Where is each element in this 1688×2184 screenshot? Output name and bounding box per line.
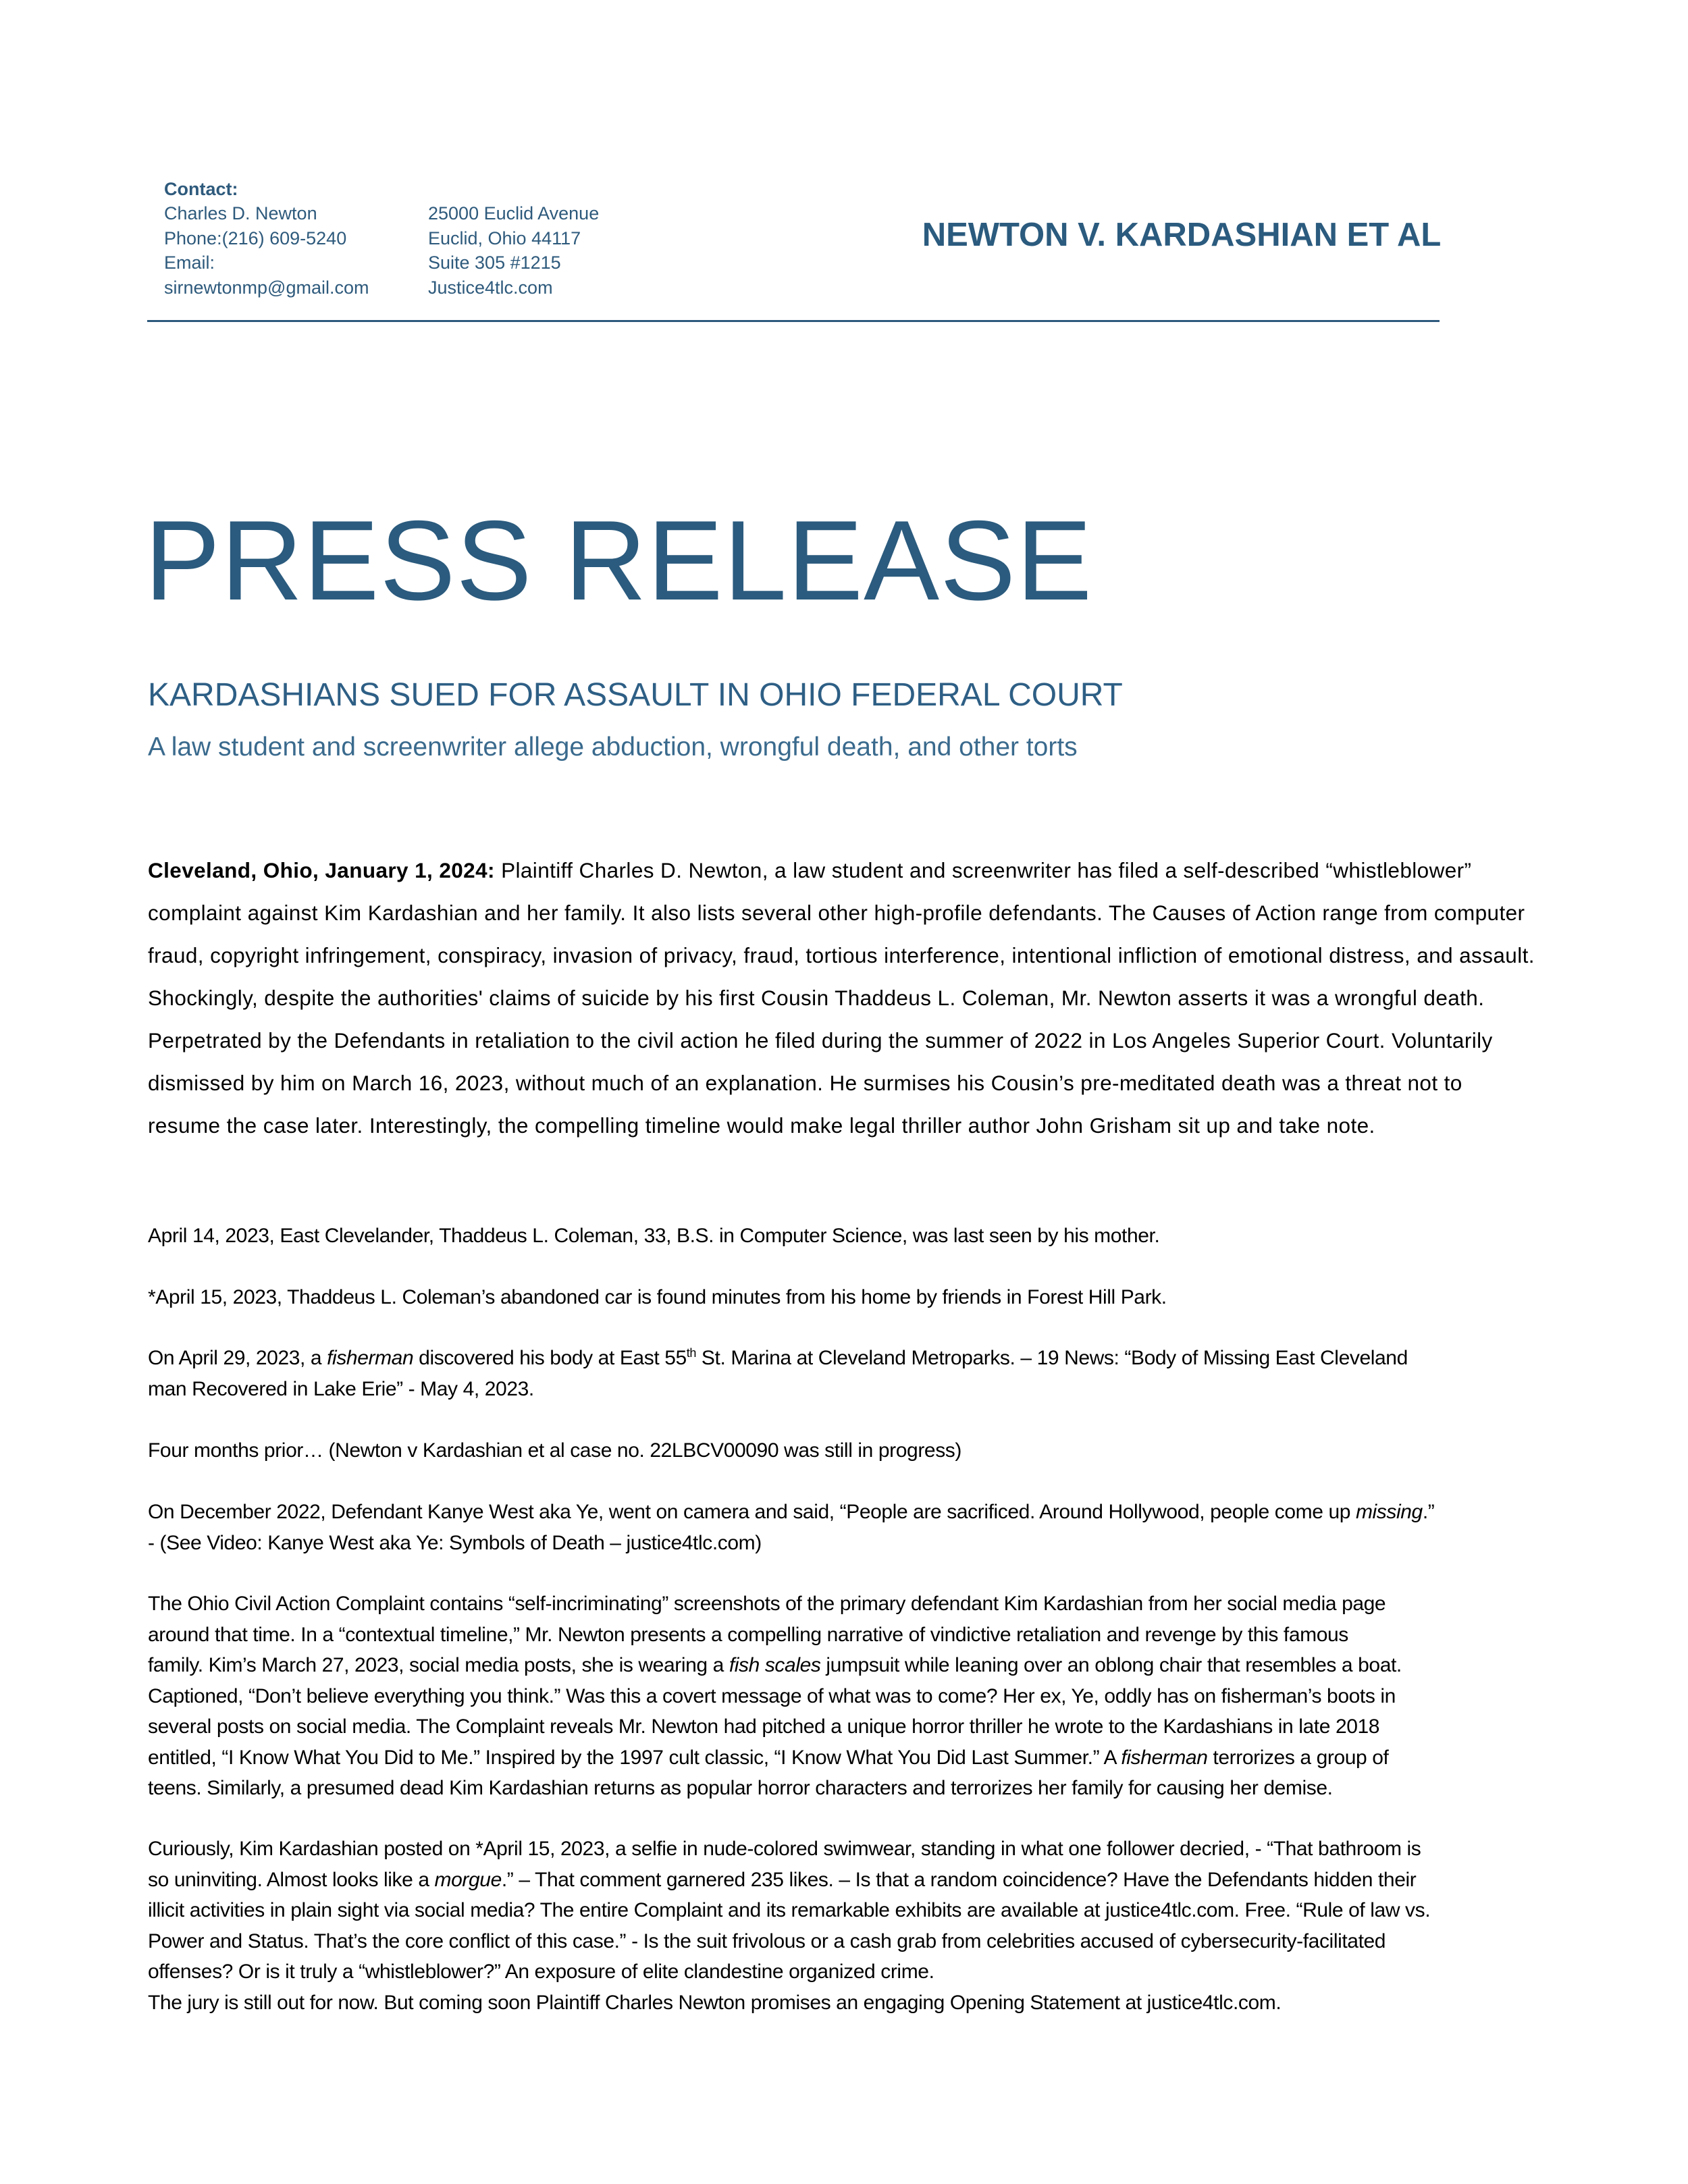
paragraph-line: illicit activities in plain sight via social media? The entire Complaint and its remarkable exhibits are available at justice4tlc.com. Free. “Rule of law vs.	[148, 1899, 1431, 1921]
timeline-paragraph-4	[148, 1435, 1546, 1466]
paragraph-line	[148, 1865, 1546, 1896]
emphasis-text: fish scales	[729, 1654, 821, 1676]
contact-address	[428, 201, 599, 300]
paragraph-line: offenses? Or is it truly a “whistleblower?” An exposure of elite clandestine organized crime.	[148, 1961, 934, 1983]
paragraph-line: several posts on social media. The Complaint reveals Mr. Newton had pitched a unique horror thriller he wrote to the Kardashians in late 2018	[148, 1715, 1380, 1738]
text-segment: terrorizes a group of	[1207, 1746, 1389, 1769]
paragraph-line	[148, 1650, 1546, 1681]
contact-email-label: Email:	[164, 252, 215, 273]
paragraph-line: The jury is still out for now. But coming soon Plaintiff Charles Newton promises an engaging Opening Statement at justice4tlc.com.	[148, 1991, 1282, 2014]
case-title: NEWTON V. KARDASHIAN ET AL	[922, 217, 1442, 253]
address-street: 25000 Euclid Avenue	[428, 203, 600, 223]
text-segment: .”	[1422, 1501, 1435, 1523]
timeline-line	[148, 1497, 1546, 1528]
text-segment: .” – That comment garnered 235 likes. – Is that a random coincidence? Have the Defendants hidden their	[501, 1868, 1417, 1891]
timeline-line	[148, 1343, 1546, 1374]
text-segment: jumpsuit while leaning over an oblong chair that resembles a boat.	[820, 1654, 1402, 1676]
paragraph-line: teens. Similarly, a presumed dead Kim Kardashian returns as popular horror characters and terrorizes her family for causing her demise.	[148, 1777, 1333, 1799]
timeline-line: man Recovered in Lake Erie” - May 4, 2023.	[148, 1377, 534, 1400]
superscript: th	[686, 1346, 696, 1360]
address-suite: Suite 305 #1215	[428, 252, 561, 273]
timeline-paragraph-2	[148, 1282, 1546, 1313]
text-segment: St. Marina at Cleveland Metroparks. – 19 News: “Body of Missing East Cleveland	[695, 1347, 1408, 1369]
closing-paragraph	[148, 1834, 1546, 2018]
timeline-line: Four months prior… (Newton v Kardashian et al case no. 22LBCV00090 was still in progress)	[148, 1439, 961, 1462]
address-city: Euclid, Ohio 44117	[428, 228, 581, 248]
subheadline: A law student and screenwriter allege abduction, wrongful death, and other torts	[148, 733, 1078, 762]
contact-label: Contact:	[164, 179, 238, 199]
text-segment: entitled, “I Know What You Did to Me.” Inspired by the 1997 cult classic, “I Know What You Did Last Summer.” A	[148, 1746, 1122, 1769]
timeline-paragraph-5	[148, 1497, 1546, 1558]
contact-name: Charles D. Newton	[164, 203, 317, 223]
text-segment: family. Kim’s March 27, 2023, social media posts, she is wearing a	[148, 1654, 729, 1676]
dateline: Cleveland, Ohio, January 1, 2024:	[148, 858, 495, 882]
paragraph-line: Curiously, Kim Kardashian posted on *April 15, 2023, a selfie in nude-colored swimwear, standing in what one follower decried, - “That bathroom is	[148, 1838, 1421, 1860]
header-divider	[147, 320, 1440, 322]
emphasis-text: fisherman	[1121, 1746, 1208, 1769]
paragraph-line: The Ohio Civil Action Complaint contains “self-incriminating” screenshots of the primary defendant Kim Kardashian from her social media page	[148, 1593, 1386, 1615]
lead-text: Plaintiff Charles D. Newton, a law student and screenwriter has filed a self-described “whistleblower” complaint against Kim Kardashian and her family. It also lists several other high-profile defendants. The Causes of Action range from computer fraud, copyright infringement, conspiracy, invasion of privacy, fraud, tortious interference, intentional infliction of emotional distress, and assault. Shockingly, despite the authorities' claims of suicide by his first Cousin Thaddeus L. Coleman, Mr. Newton asserts it was a wrongful death. Perpetrated by the Defendants in retaliation to the civil action he filed during the summer of 2022 in Los Angeles Superior Court. Voluntarily dismissed by him on March 16, 2023, without much of an explanation. He surmises his Cousin’s pre-meditated death was a threat not to resume the case later. Interestingly, the compelling timeline would make legal thriller author John Grisham sit up and take note.	[148, 858, 1535, 1138]
paragraph-line	[148, 1742, 1546, 1774]
paragraph-line: Captioned, “Don’t believe everything you think.” Was this a covert message of what was to come? Her ex, Ye, oddly has on fisherman’s boots in	[148, 1684, 1396, 1707]
paragraph-line: Power and Status. That’s the core conflict of this case.” - Is the suit frivolous or a cash grab from celebrities accused of cybersecurity-facilitated	[148, 1929, 1386, 1952]
complaint-paragraph	[148, 1589, 1546, 1804]
contact-phone: Phone:(216) 609-5240	[164, 228, 347, 248]
text-segment: so uninviting. Almost looks like a	[148, 1868, 435, 1891]
timeline-line: *April 15, 2023, Thaddeus L. Coleman’s abandoned car is found minutes from his home by friends in Forest Hill Park.	[148, 1286, 1167, 1308]
emphasis-text: missing	[1355, 1501, 1423, 1523]
website-link[interactable]: Justice4tlc.com	[428, 277, 553, 298]
text-segment: discovered his body at East 55	[413, 1347, 687, 1369]
page-title: PRESS RELEASE	[144, 497, 1093, 624]
contact-email[interactable]: sirnewtonmp@gmail.com	[164, 277, 369, 298]
timeline-paragraph-1	[148, 1221, 1546, 1252]
text-segment: On December 2022, Defendant Kanye West aka Ye, went on camera and said, “People are sacrificed. Around Hollywood, people come up	[148, 1501, 1356, 1523]
timeline-paragraph-3	[148, 1343, 1546, 1404]
timeline-line: April 14, 2023, East Clevelander, Thaddeus L. Coleman, 33, B.S. in Computer Science, was last seen by his mother.	[148, 1225, 1160, 1247]
emphasis-text: morgue	[434, 1868, 502, 1891]
contact-details	[164, 201, 369, 300]
headline: KARDASHIANS SUED FOR ASSAULT IN OHIO FEDERAL COURT	[148, 677, 1123, 713]
text-segment: On April 29, 2023, a	[148, 1347, 327, 1369]
paragraph-line: around that time. In a “contextual timeline,” Mr. Newton presents a compelling narrative of vindictive retaliation and revenge by this famous	[148, 1623, 1348, 1646]
timeline-line: - (See Video: Kanye West aka Ye: Symbols of Death – justice4tlc.com)	[148, 1531, 762, 1554]
lead-paragraph	[148, 849, 1539, 1147]
emphasis-text: fisherman	[327, 1347, 414, 1369]
